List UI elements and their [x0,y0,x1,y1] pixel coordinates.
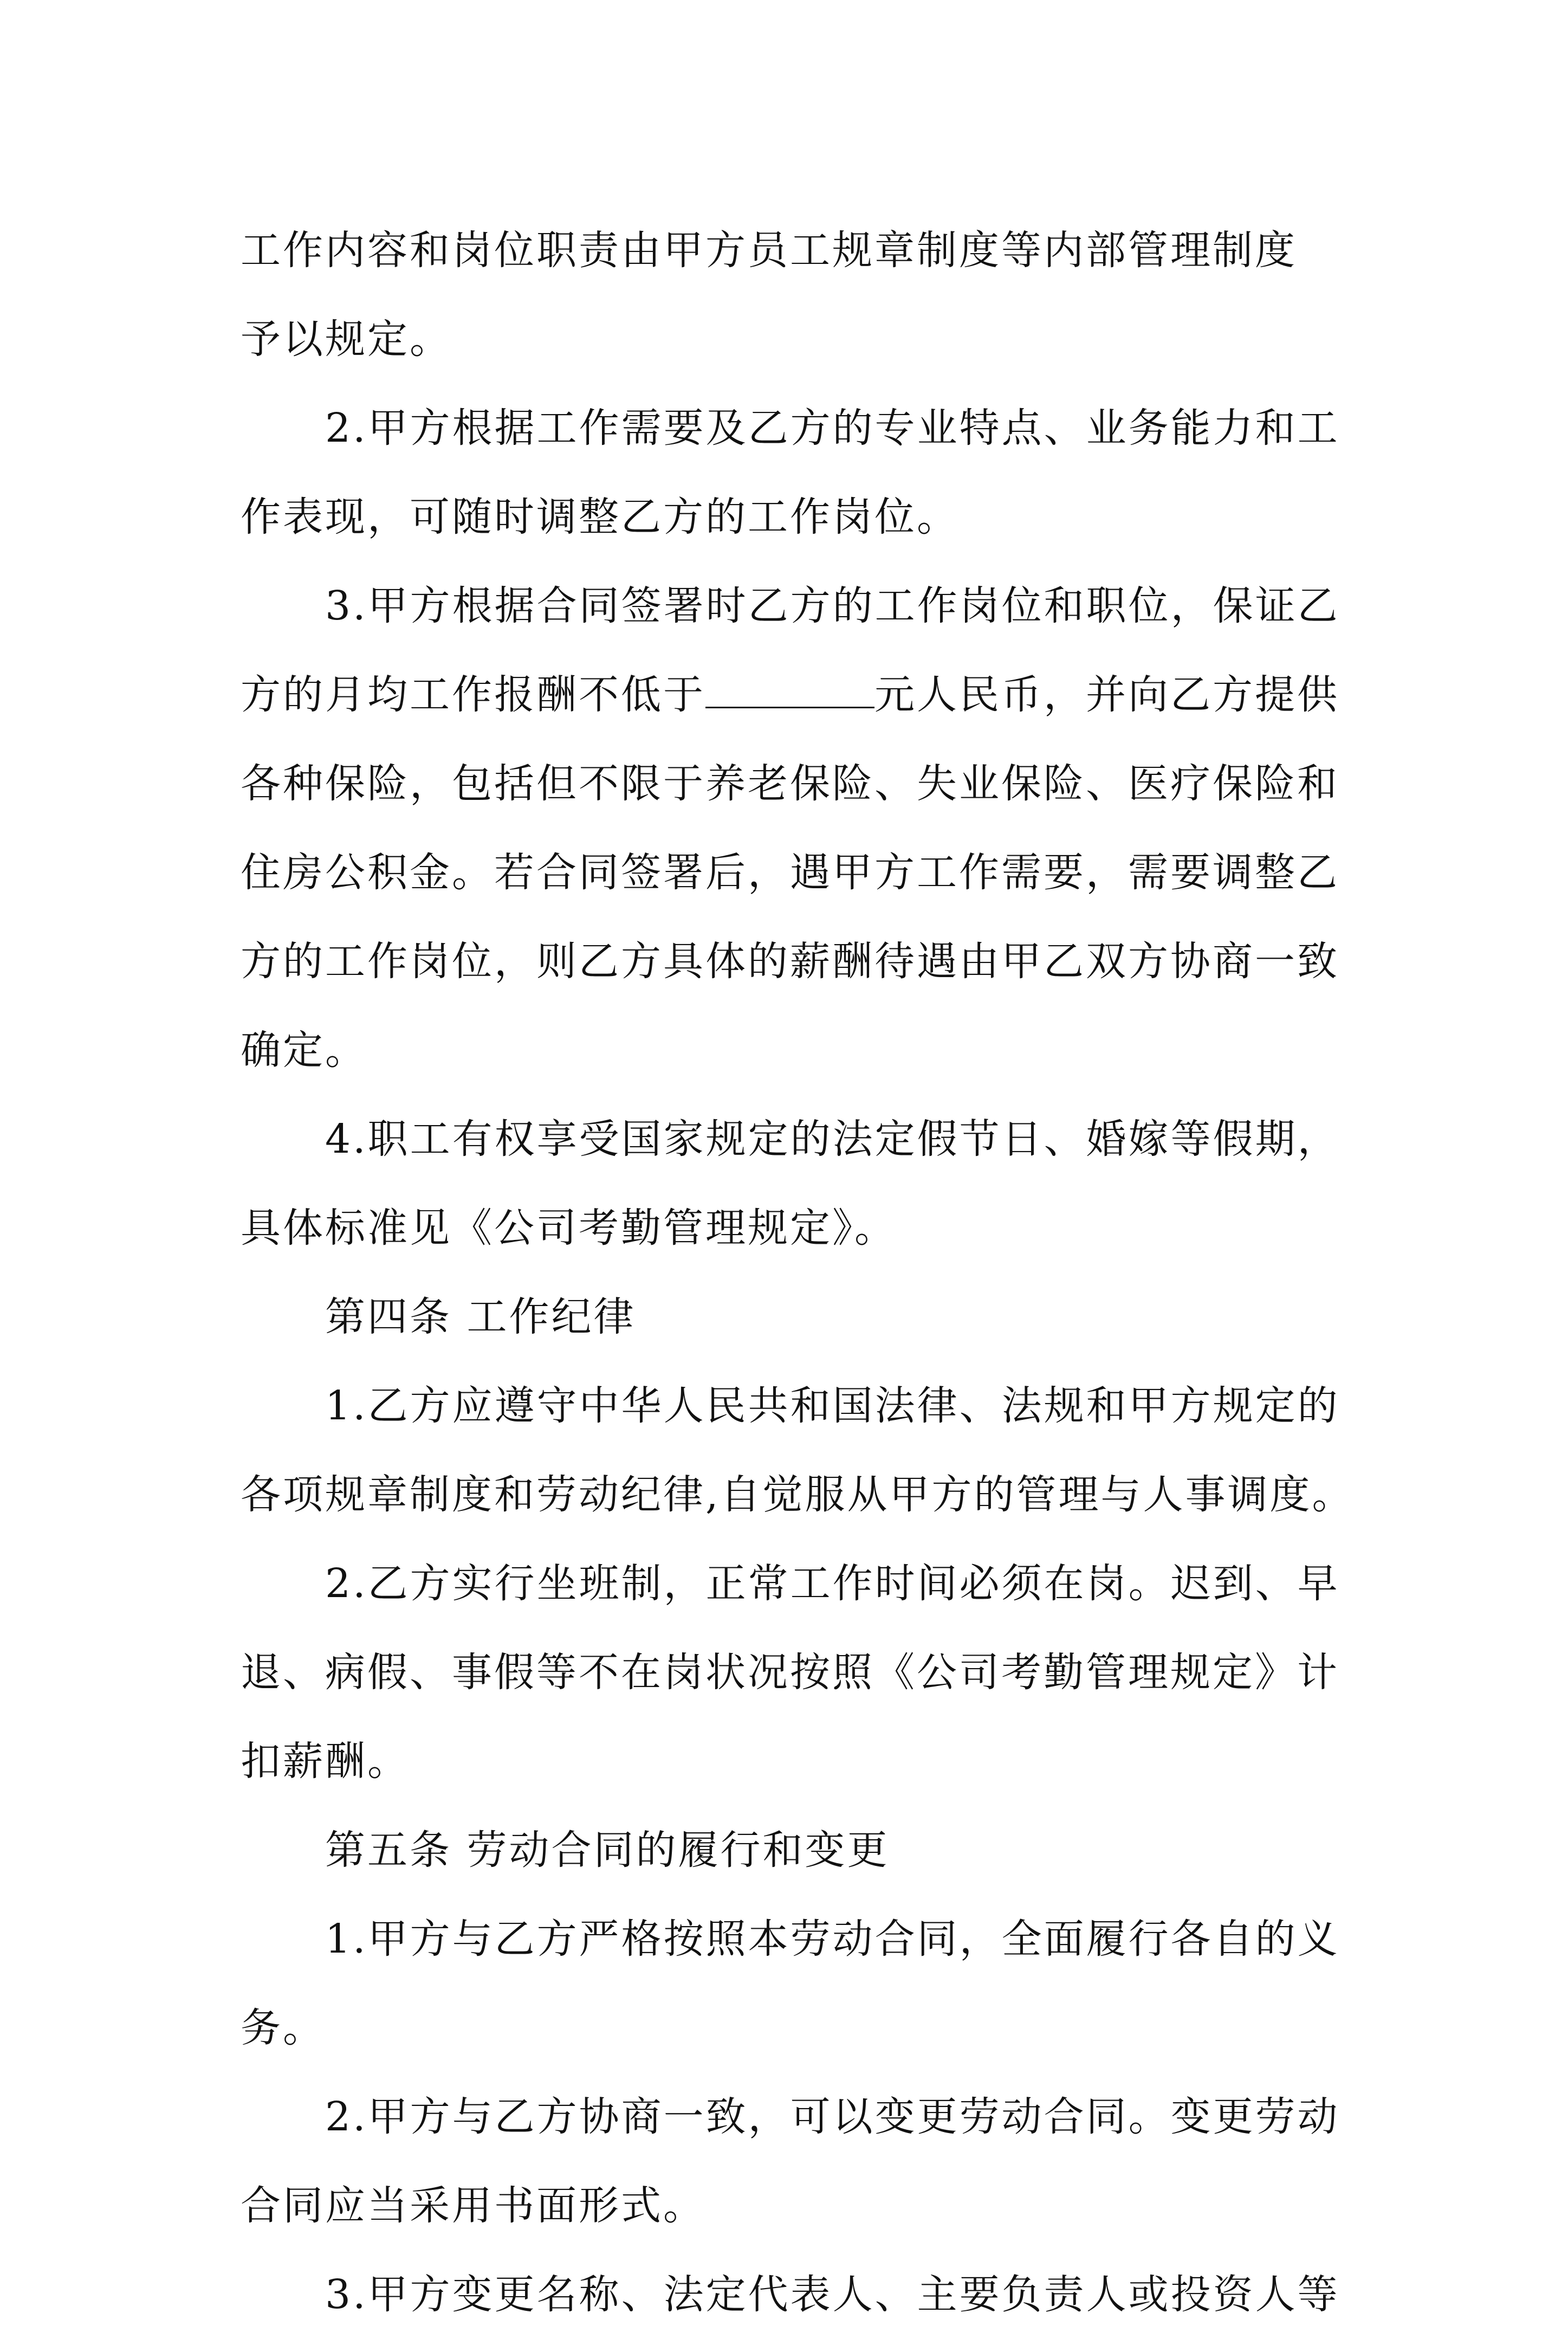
text-line: 1.甲方与乙方严格按照本劳动合同，全面履行各自的义 [325,1916,1340,1962]
text-line: 退、病假、事假等不在岗状况按照《公司考勤管理规定》计 [241,1649,1339,1696]
text-line: 各项规章制度和劳动纪律,自觉服从甲方的管理与人事调度。 [241,1471,1355,1518]
text-line: 工作内容和岗位职责由甲方员工规章制度等内部管理制度 [241,227,1297,274]
text-line: 方的工作岗位，则乙方具体的薪酬待遇由甲乙双方协商一致 [241,938,1339,985]
text-line-with-blank [241,650,1351,739]
text-line: 3.甲方变更名称、法定代表人、主要负责人或投资人等 [325,2271,1340,2318]
section-heading: 第四条 工作纪律 [325,1294,636,1340]
text-segment: 元人民币，并向乙方提供 [874,671,1339,718]
text-line: 2.甲方根据工作需要及乙方的专业特点、业务能力和工 [325,405,1340,451]
text-line: 合同应当采用书面形式。 [241,2182,705,2229]
text-line: 4.职工有权享受国家规定的法定假节日、婚嫁等假期， [325,1116,1340,1162]
text-line: 1.乙方应遵守中华人民共和国法律、法规和甲方规定的 [325,1382,1340,1429]
text-line: 确定。 [241,1027,367,1074]
text-line: 3.甲方根据合同签署时乙方的工作岗位和职位，保证乙 [325,583,1340,629]
text-line: 作表现，可随时调整乙方的工作岗位。 [241,494,959,540]
section-heading: 第五条 劳动合同的履行和变更 [325,1827,890,1873]
text-line: 2.乙方实行坐班制，正常工作时间必须在岗。迟到、早 [325,1560,1340,1607]
text-line: 扣薪酬。 [241,1738,410,1785]
document-page [241,206,1355,2339]
text-line: 住房公积金。若合同签署后，遇甲方工作需要，需要调整乙 [241,849,1339,896]
text-line: 2.甲方与乙方协商一致，可以变更劳动合同。变更劳动 [325,2094,1340,2140]
text-line: 各种保险，包括但不限于养老保险、失业保险、医疗保险和 [241,760,1339,807]
fill-in-blank [705,669,874,708]
text-line: 具体标准见《公司考勤管理规定》。 [241,1205,897,1251]
text-line: 务。 [241,2005,325,2051]
text-line: 予以规定。 [241,316,452,363]
text-segment: 方的月均工作报酬不低于 [241,671,705,718]
